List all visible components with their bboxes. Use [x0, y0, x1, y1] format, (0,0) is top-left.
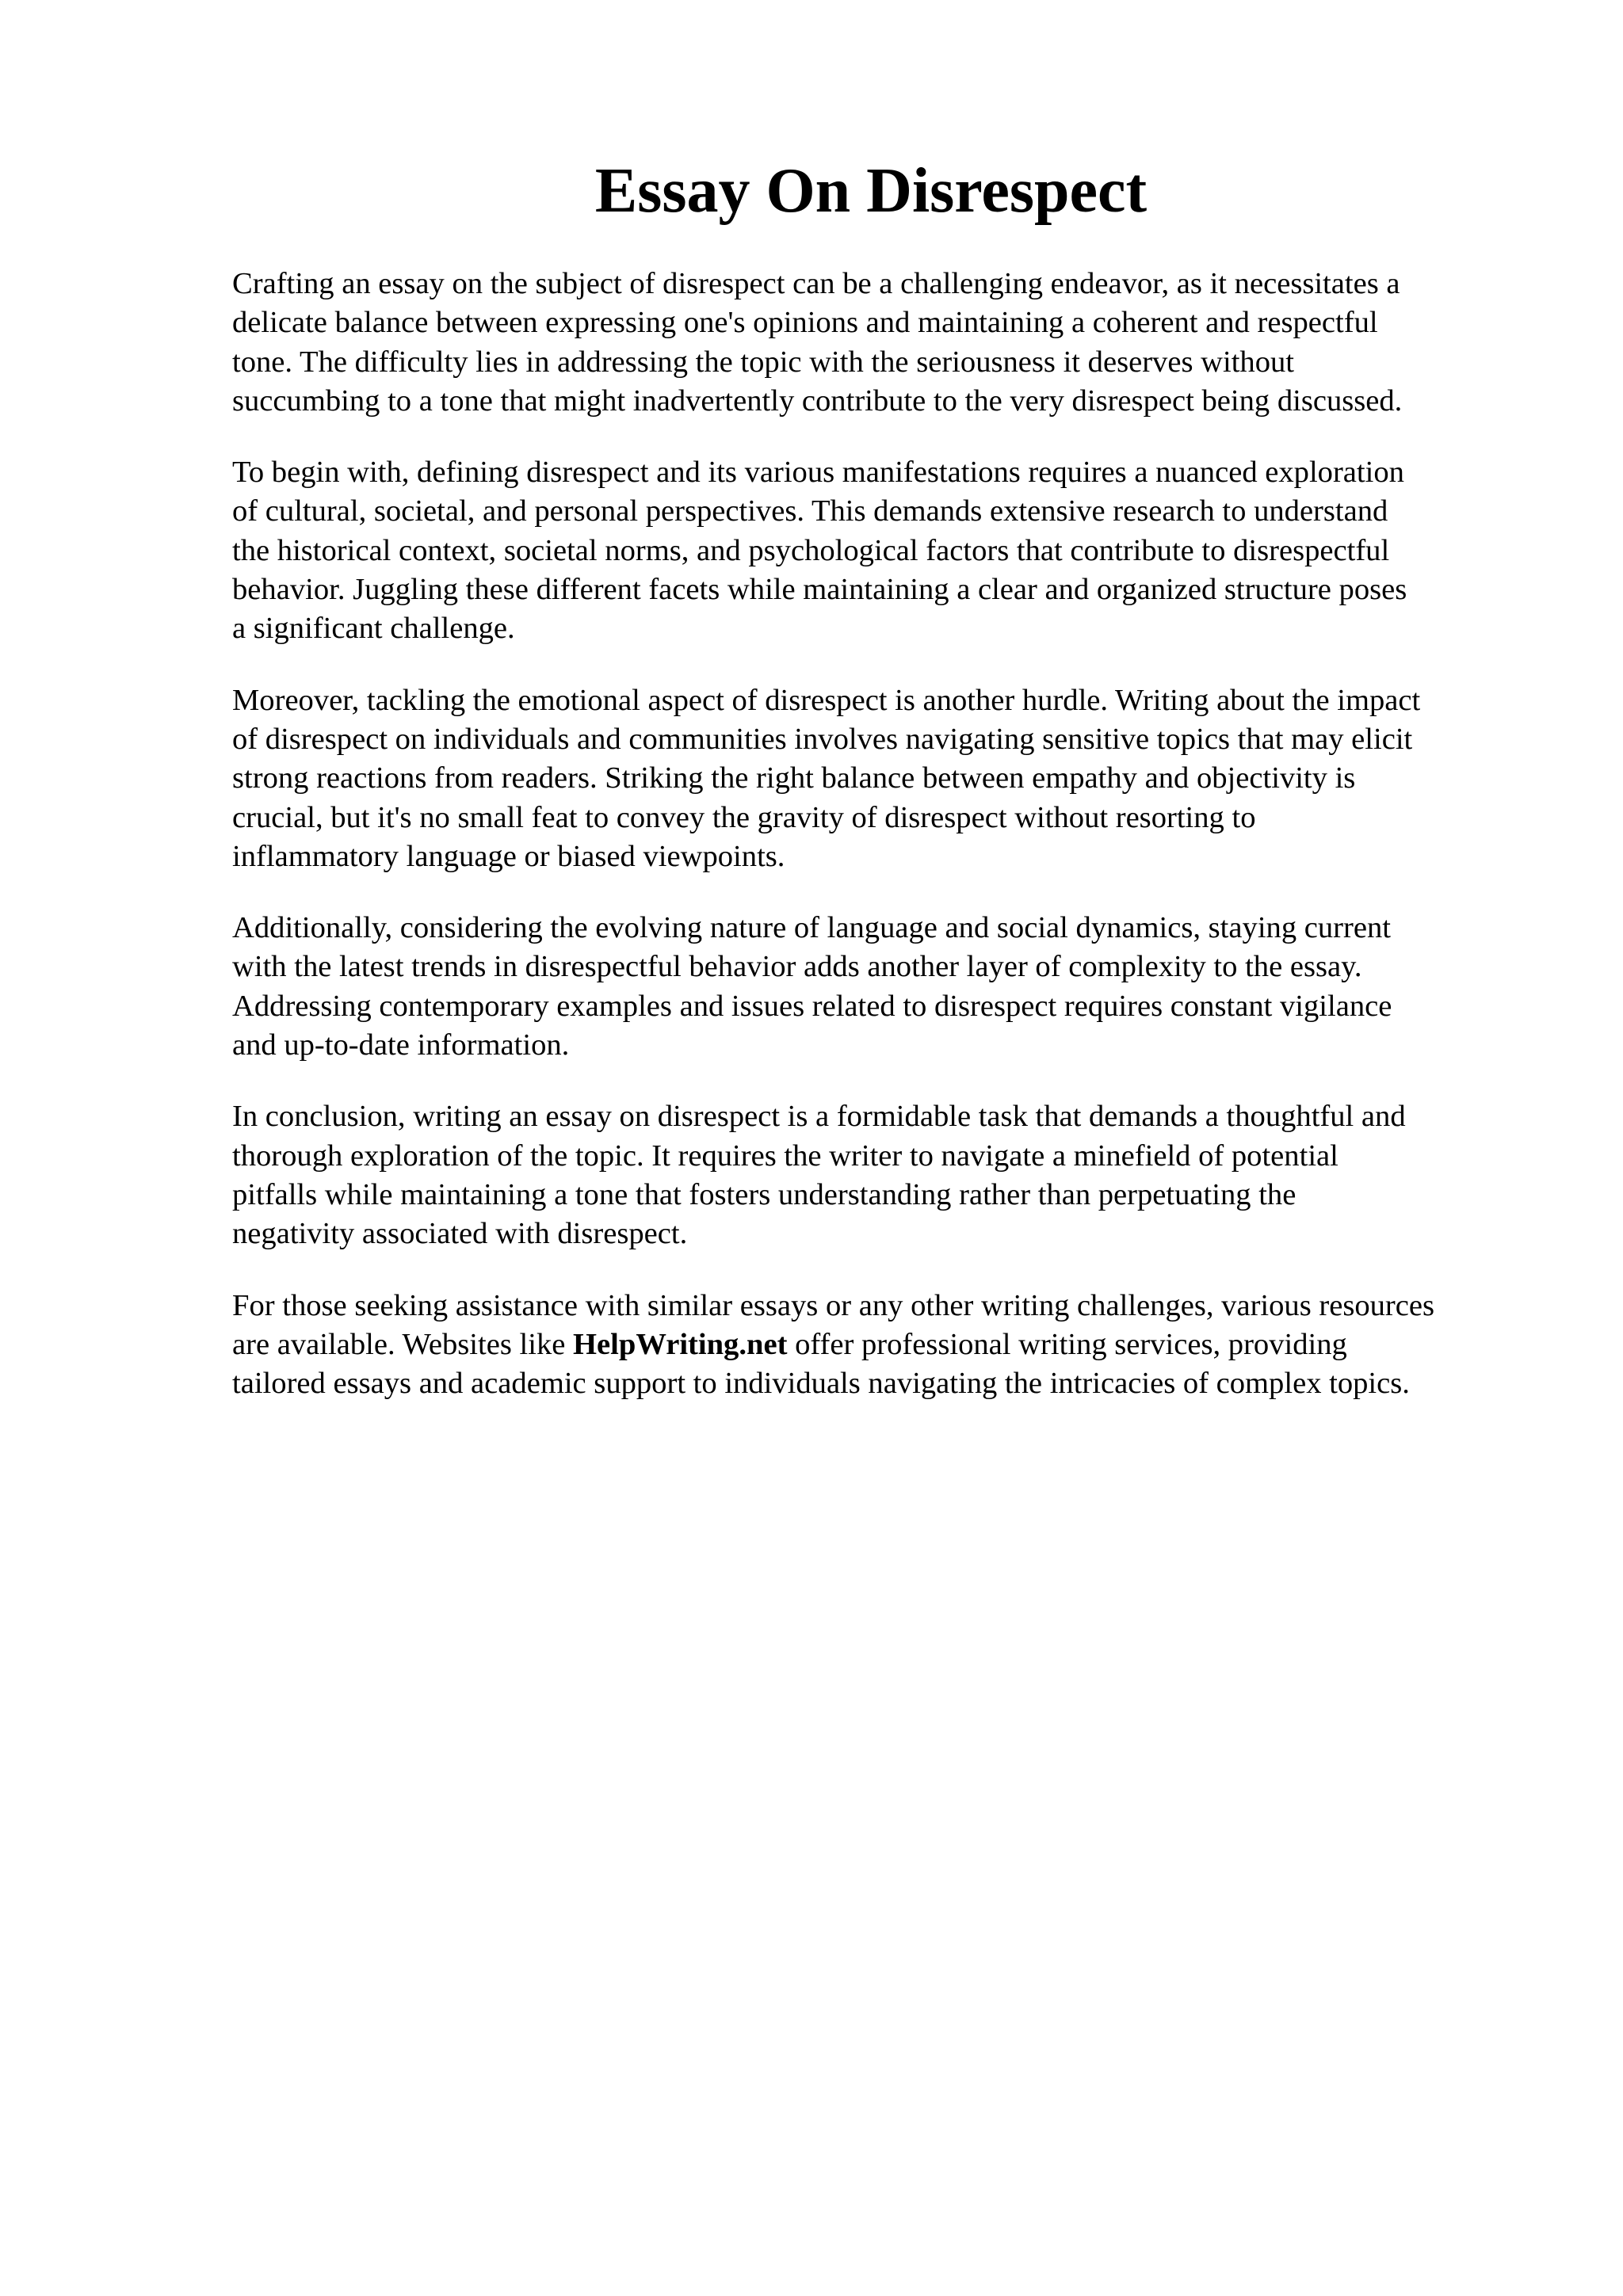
closing-text-before: are available. Websites like	[232, 1327, 574, 1361]
paragraph-line: with the latest trends in disrespectful behavior adds another layer of complexity to the essay.	[232, 950, 1362, 984]
document-title: Essay On Disrespect	[594, 156, 1148, 226]
paragraph-line: Moreover, tackling the emotional aspect of disrespect is another hurdle. Writing about the impact	[232, 683, 1421, 717]
paragraph-5	[232, 1097, 1552, 1253]
paragraph-line: and up-to-date information.	[232, 1028, 570, 1062]
paragraph-line: the historical context, societal norms, and psychological factors that contribute to disrespectful	[232, 533, 1390, 567]
paragraph-3	[232, 681, 1552, 876]
paragraph-line: In conclusion, writing an essay on disrespect is a formidable task that demands a thoughtful and	[232, 1100, 1406, 1134]
paragraph-closing	[232, 1287, 1552, 1404]
paragraph-line: tone. The difficulty lies in addressing the topic with the seriousness it deserves without	[232, 345, 1295, 379]
paragraph-line: inflammatory language or biased viewpoints.	[232, 839, 785, 873]
paragraph-line: Crafting an essay on the subject of disrespect can be a challenging endeavor, as it necessitates a	[232, 267, 1400, 300]
paragraph-line: Addressing contemporary examples and issues related to disrespect requires constant vigilance	[232, 989, 1392, 1023]
paragraph-line: behavior. Juggling these different facets while maintaining a clear and organized structure poses	[232, 573, 1407, 607]
paragraph-line: a significant challenge.	[232, 612, 515, 646]
paragraph-1	[232, 265, 1552, 421]
paragraph-line: For those seeking assistance with similar essays or any other writing challenges, various resources	[232, 1288, 1435, 1322]
paragraph-line: pitfalls while maintaining a tone that fosters understanding rather than perpetuating the	[232, 1177, 1296, 1211]
paragraph-2	[232, 453, 1552, 648]
paragraph-line: To begin with, defining disrespect and its various manifestations requires a nuanced exploration	[232, 456, 1404, 490]
paragraph-line: negativity associated with disrespect.	[232, 1217, 688, 1251]
paragraph-line: delicate balance between expressing one's opinions and maintaining a coherent and respectful	[232, 306, 1378, 340]
paragraph-line: crucial, but it's no small feat to convey the gravity of disrespect without resorting to	[232, 800, 1256, 834]
paragraph-line: of cultural, societal, and personal perspectives. This demands extensive research to understand	[232, 494, 1388, 528]
closing-text-after: offer professional writing services, providing	[787, 1327, 1347, 1361]
document-body	[232, 265, 1552, 1436]
paragraph-line: tailored essays and academic support to individuals navigating the intricacies of complex topics.	[232, 1367, 1410, 1401]
paragraph-line: of disrespect on individuals and communities involves navigating sensitive topics that may elicit	[232, 722, 1413, 756]
paragraph-line: strong reactions from readers. Striking the right balance between empathy and objectivity is	[232, 761, 1356, 795]
paragraph-line: thorough exploration of the topic. It requires the writer to navigate a minefield of potential	[232, 1138, 1338, 1173]
helpwriting-link[interactable]: HelpWriting.net	[573, 1327, 788, 1361]
paragraph-line-with-link	[232, 1325, 1552, 1364]
paragraph-line: succumbing to a tone that might inadvertently contribute to the very disrespect being discussed.	[232, 383, 1403, 418]
paragraph-line: Additionally, considering the evolving nature of language and social dynamics, staying current	[232, 911, 1391, 945]
paragraph-4	[232, 909, 1552, 1065]
